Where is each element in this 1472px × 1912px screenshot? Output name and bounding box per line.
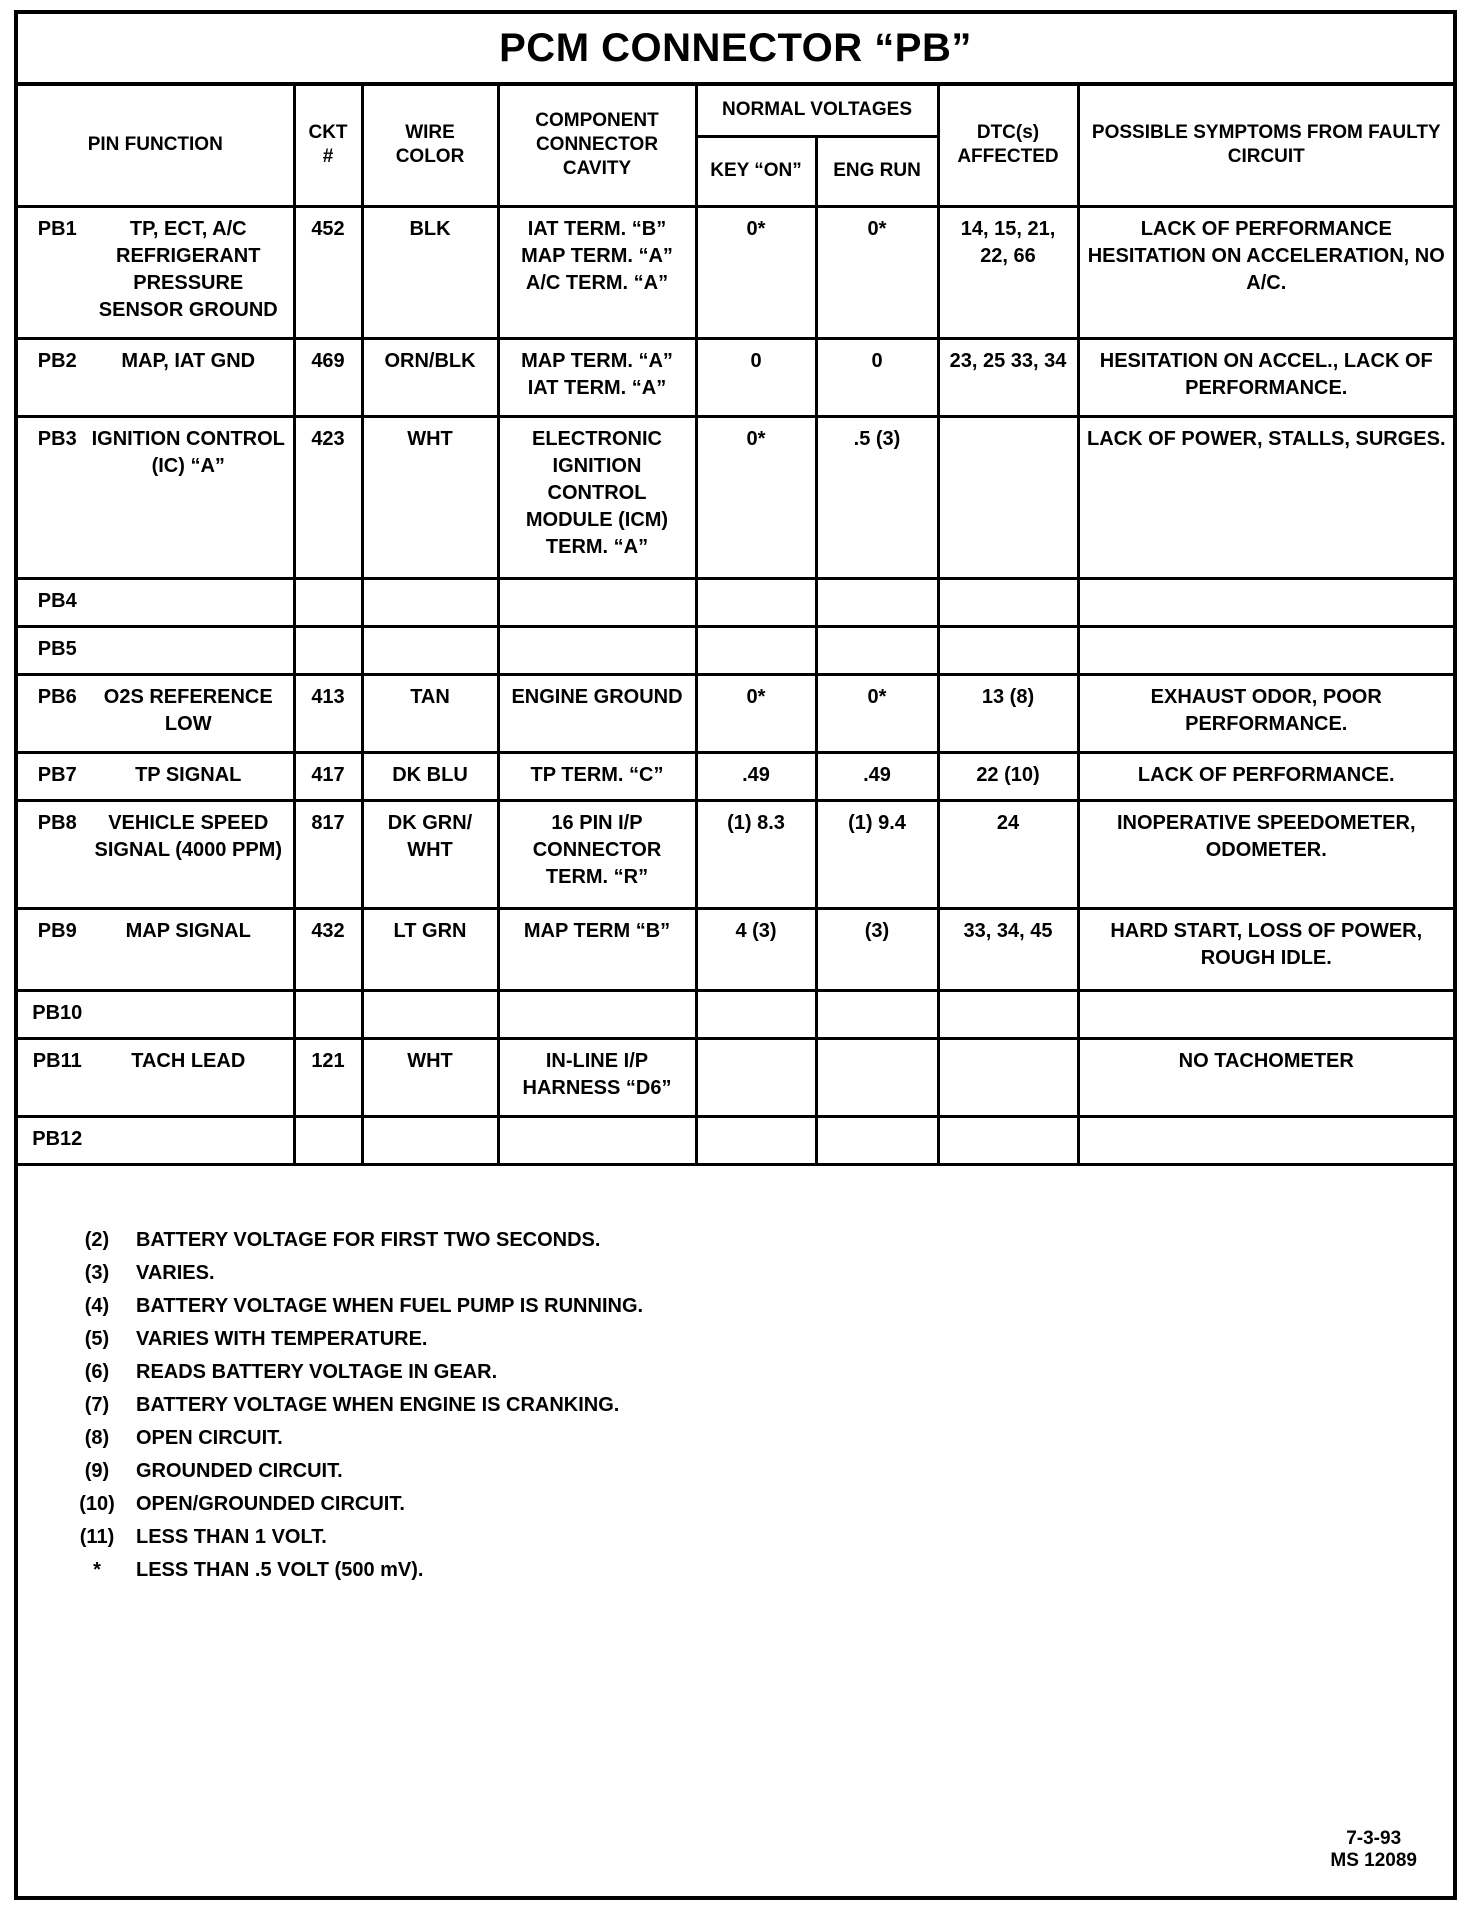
- pin-id: PB11: [32, 1049, 82, 1072]
- footnote-text: VARIES WITH TEMPERATURE.: [136, 1328, 428, 1350]
- table-row: [18, 674, 1453, 752]
- pin-function-cell: [18, 674, 294, 752]
- footnote: [58, 1389, 643, 1422]
- document-footer: [1330, 1828, 1417, 1872]
- table-row: [18, 578, 1453, 626]
- footnote-text: OPEN/GROUNDED CIRCUIT.: [136, 1493, 405, 1515]
- pin-function: O2S REFERENCE LOW: [103, 685, 273, 735]
- pin-function-cell: [18, 416, 294, 578]
- wire-color-cell: DK BLU: [362, 752, 498, 800]
- table-row: [18, 206, 1453, 338]
- wire-color-cell: [362, 578, 498, 626]
- key-on-voltage-cell: 0*: [696, 416, 816, 578]
- pin-function-cell: [18, 338, 294, 416]
- pin-function-cell: [18, 578, 294, 626]
- pin-id: PB7: [37, 763, 77, 786]
- symptoms-cell: [1078, 626, 1453, 674]
- pin-function: VEHICLE SPEED SIGNAL (4000 PPM): [94, 811, 282, 861]
- ckt-cell: 121: [294, 1038, 362, 1116]
- footnote-mark: (5): [84, 1328, 110, 1350]
- pin-function-cell: [18, 990, 294, 1038]
- eng-run-voltage-cell: .5 (3): [816, 416, 938, 578]
- footer-date: 7-3-93: [1346, 1828, 1402, 1849]
- footnote-text: BATTERY VOLTAGE FOR FIRST TWO SECONDS.: [136, 1229, 601, 1251]
- pin-id: PB1: [37, 217, 77, 240]
- wire-color-cell: WHT: [362, 416, 498, 578]
- footnote: [58, 1257, 643, 1290]
- footnote-text: BATTERY VOLTAGE WHEN FUEL PUMP IS RUNNING.: [136, 1295, 644, 1317]
- footnote-text: LESS THAN 1 VOLT.: [136, 1526, 327, 1548]
- component-cell: [498, 1116, 696, 1164]
- footnote: [58, 1323, 643, 1356]
- footnote: [58, 1554, 643, 1587]
- header-eng-run: ENG RUN: [816, 136, 938, 206]
- eng-run-voltage-cell: .49: [816, 752, 938, 800]
- eng-run-voltage-cell: [816, 990, 938, 1038]
- symptoms-cell: HESITATION ON ACCEL., LACK OF PERFORMANCE.: [1078, 338, 1453, 416]
- table-row: [18, 908, 1453, 990]
- pin-id: PB8: [37, 811, 77, 834]
- dtc-cell: [938, 416, 1078, 578]
- symptoms-cell: LACK OF PERFORMANCE HESITATION ON ACCELERATION, NO A/C.: [1078, 206, 1453, 338]
- pin-function-cell: [18, 206, 294, 338]
- dtc-cell: 22 (10): [938, 752, 1078, 800]
- ckt-cell: [294, 1116, 362, 1164]
- footnote-text: GROUNDED CIRCUIT.: [136, 1460, 343, 1482]
- table-row: [18, 626, 1453, 674]
- dtc-cell: [938, 990, 1078, 1038]
- symptoms-cell: LACK OF PERFORMANCE.: [1078, 752, 1453, 800]
- footnote: [58, 1290, 643, 1323]
- ckt-cell: 452: [294, 206, 362, 338]
- component-cell: IN-LINE I/P HARNESS “D6”: [498, 1038, 696, 1116]
- symptoms-cell: LACK OF POWER, STALLS, SURGES.: [1078, 416, 1453, 578]
- ckt-cell: [294, 626, 362, 674]
- dtc-cell: [938, 578, 1078, 626]
- header-key-on: KEY “ON”: [696, 136, 816, 206]
- eng-run-voltage-cell: 0*: [816, 206, 938, 338]
- ckt-cell: 423: [294, 416, 362, 578]
- pin-id: PB3: [37, 427, 77, 450]
- wire-color-cell: WHT: [362, 1038, 498, 1116]
- footnote-mark: (6): [84, 1361, 110, 1383]
- component-cell: [498, 990, 696, 1038]
- wire-color-cell: [362, 990, 498, 1038]
- pin-function: TP, ECT, A/C REFRIGERANT PRESSURE SENSOR GROUND: [98, 217, 278, 321]
- header-normal-voltages: NORMAL VOLTAGES: [696, 86, 938, 136]
- footnote-mark: (3): [84, 1262, 110, 1284]
- component-cell: MAP TERM “B”: [498, 908, 696, 990]
- table-row: [18, 338, 1453, 416]
- footnote: [58, 1521, 643, 1554]
- component-cell: IAT TERM. “B” MAP TERM. “A” A/C TERM. “A”: [498, 206, 696, 338]
- footnote-text: BATTERY VOLTAGE WHEN ENGINE IS CRANKING.: [136, 1394, 620, 1416]
- footnote: [58, 1422, 643, 1455]
- dtc-cell: [938, 1038, 1078, 1116]
- pin-id: PB9: [37, 919, 77, 942]
- pin-function: TP SIGNAL: [135, 763, 242, 786]
- wire-color-cell: LT GRN: [362, 908, 498, 990]
- eng-run-voltage-cell: 0: [816, 338, 938, 416]
- component-cell: TP TERM. “C”: [498, 752, 696, 800]
- table-row: [18, 752, 1453, 800]
- symptoms-cell: [1078, 990, 1453, 1038]
- ckt-cell: 432: [294, 908, 362, 990]
- pin-function: IGNITION CONTROL (IC) “A”: [91, 427, 285, 477]
- eng-run-voltage-cell: [816, 626, 938, 674]
- footnote-text: READS BATTERY VOLTAGE IN GEAR.: [136, 1361, 498, 1383]
- footnote-mark: (10): [79, 1493, 115, 1515]
- footnote: [58, 1488, 643, 1521]
- eng-run-voltage-cell: (1) 9.4: [816, 800, 938, 908]
- ckt-cell: 417: [294, 752, 362, 800]
- ckt-cell: [294, 990, 362, 1038]
- footnote-mark: (8): [84, 1427, 110, 1449]
- footnote-mark: (4): [84, 1295, 110, 1317]
- table-row: [18, 1116, 1453, 1164]
- key-on-voltage-cell: [696, 1038, 816, 1116]
- wire-color-cell: ORN/BLK: [362, 338, 498, 416]
- symptoms-cell: INOPERATIVE SPEEDOMETER, ODOMETER.: [1078, 800, 1453, 908]
- dtc-cell: [938, 1116, 1078, 1164]
- pin-function-cell: [18, 908, 294, 990]
- symptoms-cell: NO TACHOMETER: [1078, 1038, 1453, 1116]
- component-cell: 16 PIN I/P CONNECTOR TERM. “R”: [498, 800, 696, 908]
- eng-run-voltage-cell: [816, 578, 938, 626]
- wire-color-cell: DK GRN/ WHT: [362, 800, 498, 908]
- symptoms-cell: EXHAUST ODOR, POOR PERFORMANCE.: [1078, 674, 1453, 752]
- header-ckt: CKT #: [294, 86, 362, 206]
- eng-run-voltage-cell: (3): [816, 908, 938, 990]
- connector-chart: [14, 10, 1457, 1900]
- header-wire-color: WIRE COLOR: [362, 86, 498, 206]
- footnotes: [58, 1224, 643, 1587]
- wire-color-cell: [362, 1116, 498, 1164]
- wire-color-cell: BLK: [362, 206, 498, 338]
- ckt-cell: 413: [294, 674, 362, 752]
- header-pin-function: PIN FUNCTION: [18, 86, 294, 206]
- footnote: [58, 1224, 643, 1257]
- pin-id: PB12: [32, 1127, 83, 1150]
- wire-color-cell: TAN: [362, 674, 498, 752]
- key-on-voltage-cell: [696, 990, 816, 1038]
- footer-code: MS 12089: [1330, 1850, 1417, 1871]
- eng-run-voltage-cell: [816, 1116, 938, 1164]
- component-cell: ELECTRONIC IGNITION CONTROL MODULE (ICM) TERM. “A”: [498, 416, 696, 578]
- component-cell: [498, 626, 696, 674]
- symptoms-cell: HARD START, LOSS OF POWER, ROUGH IDLE.: [1078, 908, 1453, 990]
- table-row: [18, 800, 1453, 908]
- eng-run-voltage-cell: [816, 1038, 938, 1116]
- wire-color-cell: [362, 626, 498, 674]
- key-on-voltage-cell: 0: [696, 338, 816, 416]
- component-cell: ENGINE GROUND: [498, 674, 696, 752]
- key-on-voltage-cell: [696, 578, 816, 626]
- pin-function: TACH LEAD: [131, 1049, 246, 1072]
- footnote-text: LESS THAN .5 VOLT (500 mV).: [136, 1559, 424, 1581]
- pin-function: MAP, IAT GND: [121, 349, 256, 372]
- dtc-cell: [938, 626, 1078, 674]
- dtc-cell: 33, 34, 45: [938, 908, 1078, 990]
- key-on-voltage-cell: 0*: [696, 674, 816, 752]
- footnote-mark: *: [93, 1559, 101, 1581]
- pin-function-cell: [18, 1116, 294, 1164]
- footnote: [58, 1455, 643, 1488]
- eng-run-voltage-cell: 0*: [816, 674, 938, 752]
- header-symptoms: POSSIBLE SYMPTOMS FROM FAULTY CIRCUIT: [1078, 86, 1453, 206]
- footnote: [58, 1356, 643, 1389]
- footnote-mark: (11): [79, 1526, 115, 1548]
- page-title: PCM CONNECTOR “PB”: [18, 14, 1453, 86]
- dtc-cell: 13 (8): [938, 674, 1078, 752]
- key-on-voltage-cell: .49: [696, 752, 816, 800]
- key-on-voltage-cell: 4 (3): [696, 908, 816, 990]
- dtc-cell: 23, 25 33, 34: [938, 338, 1078, 416]
- pin-id: PB10: [32, 1001, 83, 1024]
- pin-table: [18, 86, 1453, 1166]
- key-on-voltage-cell: 0*: [696, 206, 816, 338]
- footnote-text: VARIES.: [136, 1262, 215, 1284]
- pin-id: PB5: [37, 637, 77, 660]
- table-row: [18, 1038, 1453, 1116]
- footnote-mark: (2): [84, 1229, 110, 1251]
- component-cell: MAP TERM. “A” IAT TERM. “A”: [498, 338, 696, 416]
- footnote-mark: (9): [84, 1460, 110, 1482]
- pin-id: PB2: [37, 349, 77, 372]
- pin-function: MAP SIGNAL: [125, 919, 251, 942]
- table-row: [18, 416, 1453, 578]
- key-on-voltage-cell: [696, 626, 816, 674]
- dtc-cell: 24: [938, 800, 1078, 908]
- footnote-mark: (7): [84, 1394, 110, 1416]
- pin-function-cell: [18, 752, 294, 800]
- ckt-cell: 817: [294, 800, 362, 908]
- footnote-text: OPEN CIRCUIT.: [136, 1427, 283, 1449]
- dtc-cell: 14, 15, 21, 22, 66: [938, 206, 1078, 338]
- symptoms-cell: [1078, 1116, 1453, 1164]
- symptoms-cell: [1078, 578, 1453, 626]
- header-component: COMPONENT CONNECTOR CAVITY: [498, 86, 696, 206]
- header-dtc: DTC(s) AFFECTED: [938, 86, 1078, 206]
- table-row: [18, 990, 1453, 1038]
- component-cell: [498, 578, 696, 626]
- ckt-cell: [294, 578, 362, 626]
- pin-id: PB6: [37, 685, 77, 708]
- key-on-voltage-cell: (1) 8.3: [696, 800, 816, 908]
- ckt-cell: 469: [294, 338, 362, 416]
- pin-function-cell: [18, 1038, 294, 1116]
- pin-function-cell: [18, 800, 294, 908]
- pin-function-cell: [18, 626, 294, 674]
- key-on-voltage-cell: [696, 1116, 816, 1164]
- pin-id: PB4: [37, 589, 77, 612]
